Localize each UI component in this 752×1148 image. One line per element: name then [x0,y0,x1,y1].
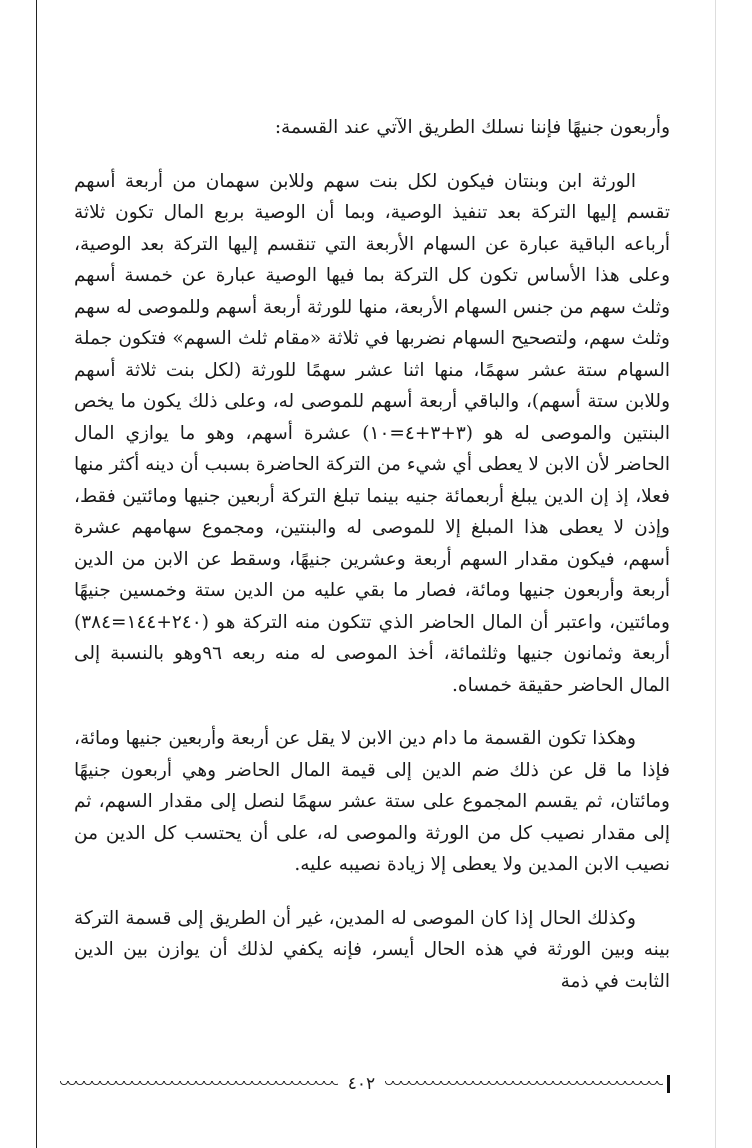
paragraph-legatee-debtor: وكذلك الحال إذا كان الموصى له المدين، غير أن الطريق إلى قسمة التركة بينه وبين الورثة في هذه الحال أيسر، فإنه يكفي لذلك أن يوازن بين الدين الثابت في ذمة [74,907,670,992]
paragraph-heirs-calculation: الورثة ابن وبنتان فيكون لكل بنت سهم وللابن سهمان من أربعة أسهم تقسم إليها التركة بعد تنفيذ الوصية، وبما أن الوصية بربع المال تكون ثلاثة أرباعه الباقية عبارة عن السهام الأربعة التي تنقسم إليها التركة بعد الوصية، وعلى هذا الأساس تكون كل التركة بما فيها الوصية عبارة عن خمسة أسهم وثلث سهم من جنس السهام الأربعة، منها للورثة أربعة أسهم وللموصى له سهم وثلث سهم، ولتصحيح السهام نضربها في ثلاثة «مقام ثلث السهم» فتكون جملة السهام ستة عشر سهمًا، منها اثنا عشر سهمًا للورثة (لكل بنت ثلاثة أسهم وللابن ستة أسهم)، والباقي أربعة أسهم للموصى له، وعلى ذلك يكون ما يخص البنتين والموصى له هو (٣+٣+٤=١٠) عشرة أسهم، وهو ما يوازي المال الحاضر لأن الابن لا يعطى أي شيء من التركة الحاضرة بسبب أن دينه أكثر منها فعلا، إذ إن الدين يبلغ أربعمائة جنيه بينما تبلغ التركة أربعين جنيها ومائتين فقط، وإذن لا يعطى هذا المبلغ إلا للموصى له والبنتين، ومجموع سهامهم عشرة أسهم، فيكون مقدار السهم أربعة وعشرين جنيهًا، وسقط عن الابن من الدين أربعة وأربعون جنيها ومائة، فصار ما بقي عليه من الدين ستة وخمسين جنيهًا ومائتين، واعتبر أن المال الحاضر الذي تتكون منه التركة هو (٢٤٠+١٤٤=٣٨٤) أربعة وثمانون جنيها وثلثمائة، أخذ الموصى له منه ربعه ٩٦وهو بالنسبة إلى المال الحاضر حقيقة خمساه. [74,170,671,696]
footer-ornament-left [60,1079,338,1089]
footer-end-bar [667,1075,670,1093]
paragraph-continuation: وأربعون جنيهًا فإننا نسلك الطريق الآتي عند القسمة: [274,117,670,138]
body-text [74,112,670,997]
page-edge-right [715,0,716,1148]
page-edge-left [36,0,37,1148]
page-footer [60,1072,670,1096]
paragraph-division-rule: وهكذا تكون القسمة ما دام دين الابن لا يقل عن أربعة وأربعين جنيها ومائة، فإذا ما قل عن ذلك ضم الدين إلى قيمة المال الحاضر وهي أربعون جنيهًا ومائتان، ثم يقسم المجموع على ستة عشر سهمًا لنصل إلى مقدار السهم، ثم إلى مقدار نصيب كل من الورثة والموصى له، على أن يحتسب كل الدين من نصيب الابن المدين ولا يعطى إلا زيادة نصيبه عليه. [74,728,670,875]
page-number: ٤٠٢ [347,1074,376,1094]
footer-ornament-right [385,1079,663,1089]
